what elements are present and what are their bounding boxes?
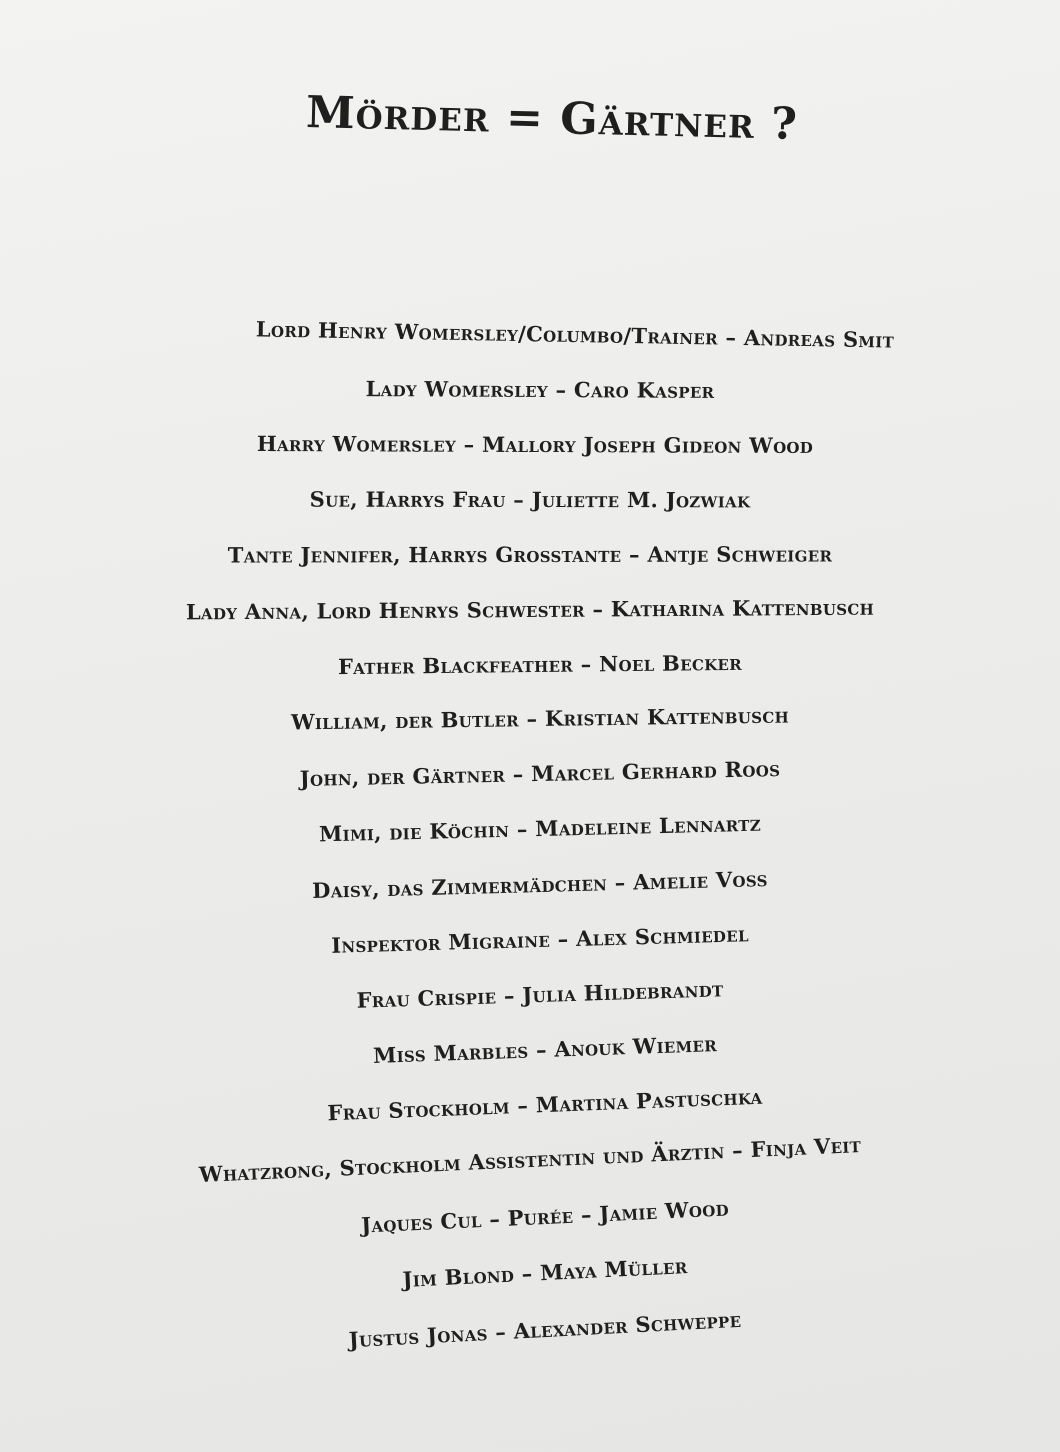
cast-actor: Kristian Kattenbusch [544,702,790,731]
cast-actor: Anouk Wiemer [553,1031,718,1062]
cast-actor: Finja Veit [749,1131,862,1162]
cast-role: Harry Womersley – [257,431,482,457]
cast-role: Father Blackfeather – [338,651,599,679]
cast-line [10,856,1060,914]
cast-line [0,484,1060,516]
cast-role: Frau Stockholm – [327,1092,536,1125]
cast-role: William, der Butler – [291,706,545,735]
cast-actor: Juliette M. Jozwiak [531,487,751,513]
cast-actor: Caro Kasper [573,377,715,403]
cast-actor: Jamie Wood [598,1195,730,1227]
cast-line [10,963,1060,1026]
cast-line [10,801,1060,857]
cast-role: Sue, Harrys Frau – [310,487,532,512]
cast-role: Whatzrong, Stockholm Assistentin und Ärztin – [198,1137,751,1187]
cast-line [5,428,1060,462]
cast-actor: Marcel Gerhard Roos [530,755,781,787]
cast-role: Miss Marbles – [373,1037,555,1068]
cast-role: Frau Crispie – [356,983,523,1013]
cast-actor: Antje Schweiger [647,541,833,567]
cast-line [45,311,1060,359]
cast-line [10,910,1060,970]
cast-role: Jim Blond – [402,1260,541,1292]
cast-role: Justus Jonas – [348,1319,514,1353]
cast-role: Jaques Cul – Purée – [361,1201,600,1237]
cast-role: John, der Gärtner – [300,761,532,791]
cast-role: Inspektor Migraine – [331,926,576,958]
cast-role: Tante Jennifer, Harrys Grosstante – [228,542,648,568]
cast-role: Daisy, das Zimmermädchen – [312,870,634,903]
cast-line [10,697,1060,742]
cast-actor: Amelie Voss [632,866,769,895]
cast-line [0,591,1060,628]
cast-role: Lady Anna, Lord Henrys Schwester – [186,596,611,624]
cast-line [0,539,1060,571]
cast-actor: Andreas Smit [743,324,895,353]
cast-role: Mimi, die Köchin – [319,816,536,846]
cast-line [15,1017,1060,1084]
cast-line [10,644,1060,685]
cast-actor: Alex Schmiedel [575,921,750,951]
cast-actor: Maya Müller [539,1253,688,1286]
cast-actor: Alexander Schweppe [512,1306,742,1344]
cast-actor: Julia Hildebrandt [521,976,724,1008]
cast-line [10,372,1060,408]
cast-actor: Noel Becker [598,649,743,677]
page-title: Mörder = Gärtner ? [305,87,799,151]
cast-role: Lord Henry Womersley/Columbo/Trainer – [256,316,744,350]
cast-actor: Mallory Joseph Gideon Wood [481,431,814,458]
cast-line [10,748,1060,800]
cast-role: Lady Womersley – [366,376,574,402]
cast-actor: Madeleine Lennartz [534,810,762,842]
cast-actor: Katharina Kattenbusch [610,594,875,622]
cast-actor: Martina Pastuschka [535,1083,763,1118]
